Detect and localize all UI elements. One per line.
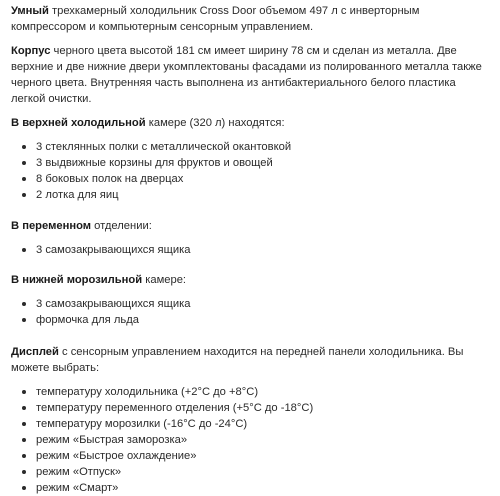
- list-item: температуру переменного отделения (+5°C до -18°C): [22, 400, 490, 416]
- list-item: температуру морозилки (-16°C до -24°C): [22, 416, 490, 432]
- list-item: режим «Быстрое охлаждение»: [22, 448, 490, 464]
- list-item: 8 боковых полок на дверцах: [22, 171, 490, 187]
- display-bold: Дисплей: [11, 346, 59, 358]
- list-item: 3 стеклянных полки с металлической окантовкой: [22, 139, 490, 155]
- display-text: с сенсорным управлением находится на передней панели холодильника. Вы можете выбрать:: [11, 346, 464, 374]
- list-item: режим «Отпуск»: [22, 464, 490, 480]
- upper-chamber-text: камере (320 л) находятся:: [145, 117, 285, 129]
- variable-compartment-list: [11, 242, 490, 258]
- list-item: режим «Смарт»: [22, 480, 490, 496]
- body-bold: Корпус: [11, 45, 51, 57]
- list-item: 3 самозакрывающихся ящика: [22, 242, 490, 258]
- list-item: 2 лотка для яиц: [22, 187, 490, 203]
- list-item: 3 самозакрывающихся ящика: [22, 296, 490, 312]
- intro-text: трехкамерный холодильник Cross Door объемом 497 л с инверторным компрессором и компьютерным сенсорным управлением.: [11, 5, 420, 33]
- variable-compartment-heading: [11, 218, 490, 234]
- body-paragraph: [11, 43, 490, 107]
- variable-compartment-text: отделении:: [91, 220, 152, 232]
- body-text: черного цвета высотой 181 см имеет ширину 78 см и сделан из металла. Две верхние и две нижние двери укомплектованы фасадами из полированного металла также черного цвета. Внутренняя часть выполнена из антибактериального белого пластика легкой очистки.: [11, 45, 482, 105]
- freezer-bold: В нижней морозильной: [11, 274, 143, 286]
- upper-chamber-bold: В верхней холодильной: [11, 117, 146, 129]
- list-item: 3 выдвижные корзины для фруктов и овощей: [22, 155, 490, 171]
- upper-chamber-list: [11, 139, 490, 203]
- upper-chamber-heading: [11, 115, 490, 131]
- freezer-list: [11, 296, 490, 328]
- list-item: режим «Быстрая заморозка»: [22, 432, 490, 448]
- list-item: температуру холодильника (+2°C до +8°C): [22, 384, 490, 400]
- intro-bold: Умный: [11, 5, 49, 17]
- variable-compartment-bold: В переменном: [11, 220, 92, 232]
- freezer-text: камере:: [142, 274, 187, 286]
- intro-paragraph: [11, 3, 490, 35]
- display-options-list: [11, 384, 490, 496]
- display-heading: [11, 344, 490, 376]
- freezer-heading: [11, 272, 490, 288]
- list-item: формочка для льда: [22, 312, 490, 328]
